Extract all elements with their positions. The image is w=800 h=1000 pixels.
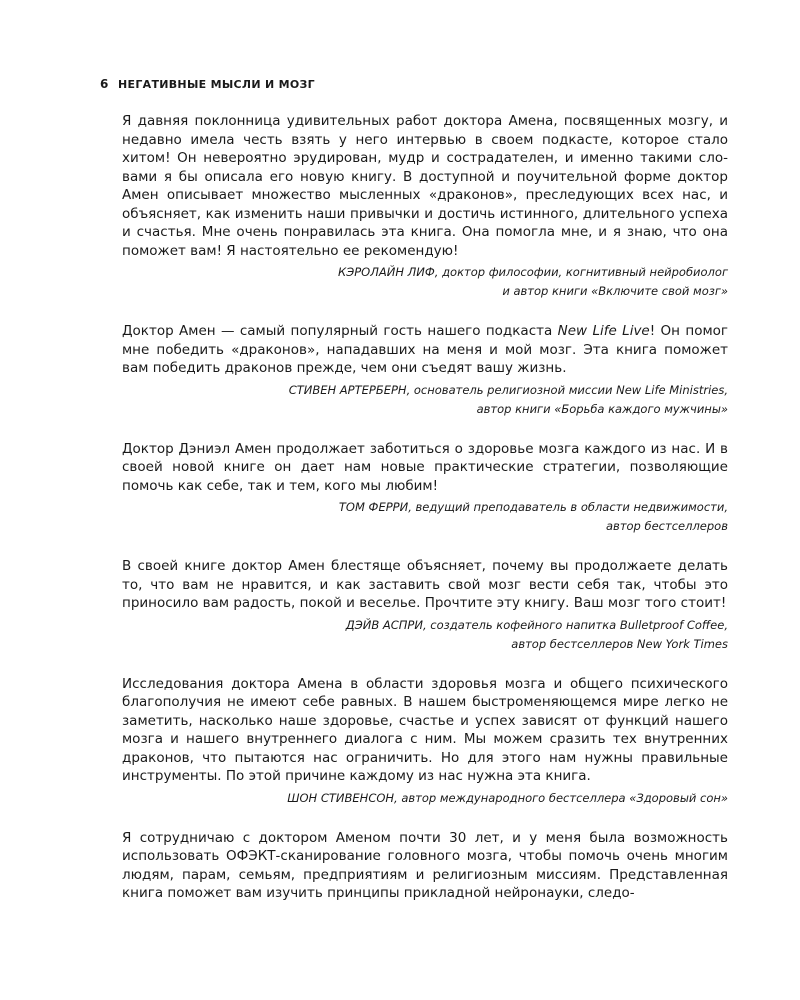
running-title: НЕГАТИВНЫЕ МЫСЛИ И МОЗГ (118, 78, 315, 91)
attribution-line: ТОМ ФЕРРИ, ведущий преподаватель в области недвижимости, (338, 500, 728, 514)
running-head (100, 76, 315, 93)
endorsement-attribution (122, 498, 728, 536)
endorsement-quote: Я давняя поклонница удивительных работ доктора Амена, посвященных мозгу, и недавно имела честь взять у него интервью в своем подкасте, которое стало хитом! Он невероятно эрудирован, мудр и сострадателен, и именно такими словами я бы описала его новую книгу. В доступной и поучительной форме доктор Амен описывает множество мысленных «драконов», преследующих всех нас, и объясняет, как изменить наши привычки и достичь истинного, длительного успеха и счастья. Мне очень понравилась эта книга. Она помогла мне, и я знаю, что она поможет вам! Я настоятельно ее рекомендую! (122, 113, 728, 259)
endorsement-5 (122, 675, 728, 808)
endorsement-quote: В своей книге доктор Амен блестяще объясняет, почему вы продолжаете делать то, что вам не нравится, и как заставить свой мозг вести себя так, чтобы это приносило вам радость, покой и веселье. Прочтите эту книгу. Ваш мозг того стоит! (122, 558, 728, 611)
page-body (122, 112, 728, 903)
endorsement-quote: Исследования доктора Амена в области здоровья мозга и общего психического благополучия не имеют себе равных. В нашем быстроменяющемся мире легко не заметить, насколько наше здоровье, счастье и успех зависят от функций нашего мозга и нашего внутреннего диалога с ним. Мы можем сразить тех внутренних драконов, что пытаются нас ограничить. Но для этого нам нужны правильные инструменты. По этой причине каждому из нас нужна эта книга. (122, 675, 728, 784)
endorsement-2 (122, 322, 728, 419)
attribution-line: ДЭЙВ АСПРИ, создатель кофейного напитка Bulletproof Coffee, (345, 617, 728, 632)
page-number: 6 (100, 77, 109, 91)
endorsement-quote: Я сотрудничаю с доктором Аменом почти 30 лет, и у меня была возможность использовать ОФЭКТ-сканирование головного мозга, чтобы помочь очень многим людям, парам, семьям, предприятиям и религиозным миссиям. Представленная книга поможет вам изучить принципы прикладной нейронауки, следо- (122, 829, 728, 901)
endorsement-attribution (122, 263, 728, 301)
quote-text: Доктор Амен — самый популярный гость нашего подкаста (122, 323, 558, 339)
endorsement-4 (122, 557, 728, 654)
attribution-line: автор бестселлеров New York Times (511, 636, 728, 651)
endorsement-attribution (122, 381, 728, 419)
attribution-line: автор книги «Борьба каждого мужчины» (476, 401, 728, 416)
podcast-title: New Life Live (557, 323, 650, 339)
attribution-line: ШОН СТИВЕНСОН, автор международного бестселлера «Здоровый сон» (287, 790, 728, 805)
attribution-line: КЭРОЛАЙН ЛИФ, доктор философии, когнитивный нейробиолог (338, 265, 728, 279)
attribution-line: СТИВЕН АРТЕРБЕРН, основатель религиозной миссии New Life Ministries, (288, 382, 728, 397)
endorsement-3 (122, 440, 728, 537)
endorsement-quote: Доктор Дэниэл Амен продолжает заботиться о здоровье мозга каждого из нас. И в своей новой книге он дает нам новые практические стратегии, позволяющие помочь как себе, так и тем, кого мы любим! (122, 440, 728, 494)
endorsement-quote (122, 322, 728, 378)
endorsement-6 (122, 829, 728, 903)
endorsement-1 (122, 112, 728, 301)
endorsement-attribution (122, 789, 728, 808)
attribution-line: и автор книги «Включите свой мозг» (502, 284, 728, 298)
endorsement-attribution (122, 616, 728, 654)
attribution-line: автор бестселлеров (606, 519, 728, 533)
quote-text: ! Он помог мне победить «драконов», нападавших на меня и мой мозг. Эта книга поможет вам победить драконов прежде, чем они съедят вашу жизнь. (122, 323, 728, 376)
